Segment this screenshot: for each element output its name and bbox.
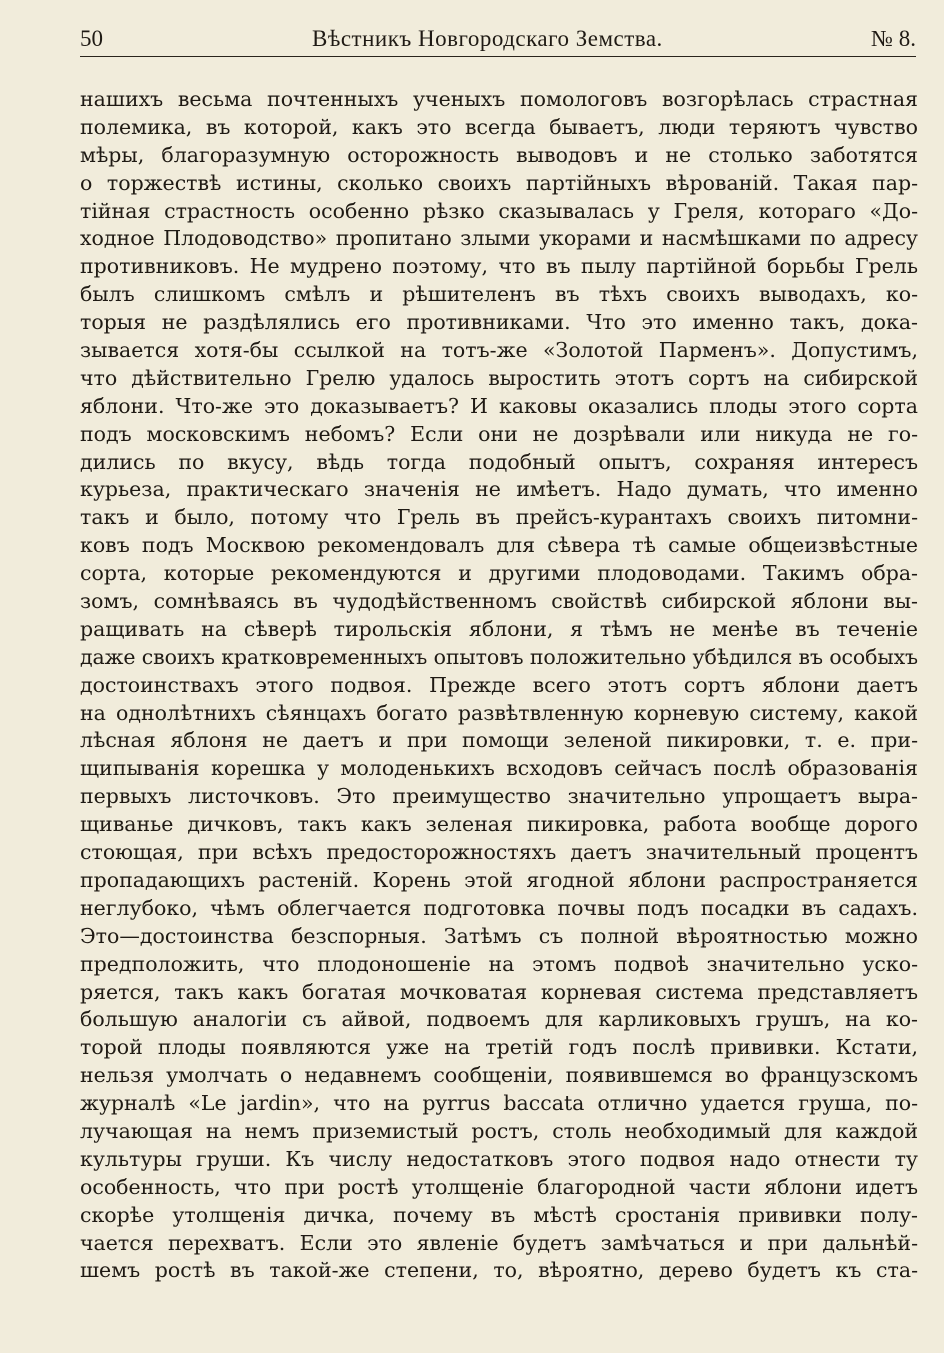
text-line: такъ и было, потому что Грель въ прейсъ-курантахъ своихъ питомни- (80, 505, 918, 530)
text-line: лучающая на немъ приземистый ростъ, столь необходимый для каждой (80, 1118, 918, 1143)
text-line: дились по вкусу, вѣдь тогда подобный опытъ, сохраняя интересъ (80, 449, 918, 474)
text-line: первыхъ листочковъ. Это преимущество значительно упрощаетъ выра- (80, 784, 918, 809)
text-line: культуры груши. Къ числу недостатковъ этого подвоя надо отнести ту (80, 1146, 918, 1171)
text-line: о торжествѣ истины, сколько своихъ партійныхъ вѣрованій. Такая пар- (80, 170, 918, 195)
text-line: щипыванія корешка у молоденькихъ всходовъ сейчасъ послѣ образованія (80, 756, 918, 781)
text-line: щиванье дичковъ, такъ какъ зеленая пикировка, работа вообще дорого (80, 812, 918, 837)
text-line: пропадающихъ растеній. Корень этой ягодной яблони распространяется (80, 867, 918, 892)
body-text (80, 86, 918, 1285)
issue-number: № 8. (871, 26, 916, 51)
text-line: ковъ подъ Москвою рекомендовалъ для сѣвера тѣ самые общеизвѣстные (80, 533, 918, 558)
text-line: противниковъ. Не мудрено поэтому, что въ пылу партійной борьбы Грель (80, 254, 918, 279)
text-line: полемика, въ которой, какъ это всегда бываетъ, люди теряютъ чувство (80, 114, 918, 139)
text-line: Это—достоинства безспорныя. Затѣмъ съ полной вѣроятностью можно (80, 923, 918, 948)
text-line: ряется, такъ какъ богатая мочковатая корневая система представляетъ (80, 979, 918, 1004)
text-line: ращивать на сѣверѣ тирольскія яблони, я тѣмъ не менѣе въ теченіе (80, 616, 918, 641)
text-line: мѣры, благоразумную осторожность выводовъ и не столько заботятся (80, 142, 918, 167)
text-line: неглубоко, чѣмъ облегчается подготовка почвы подъ посадки въ садахъ. (80, 895, 918, 920)
text-line: сорта, которые рекомендуются и другими плодоводами. Такимъ обра- (80, 561, 918, 586)
text-line: особенность, что при ростѣ утолщеніе благородной части яблони идетъ (80, 1174, 918, 1199)
text-line: шемъ ростѣ въ такой-же степени, то, вѣроятно, дерево будетъ къ ста- (80, 1258, 918, 1283)
text-line: ходное Плодоводство» пропитано злыми укорами и насмѣшками по адресу (80, 226, 918, 251)
text-line: достоинствахъ этого подвоя. Прежде всего этотъ сортъ яблони даетъ (80, 672, 918, 697)
text-line: зывается хотя-бы ссылкой на тотъ-же «Золотой Парменъ». Допустимъ, (80, 338, 918, 363)
text-line: нашихъ весьма почтенныхъ ученыхъ помологовъ возгорѣлась страстная (80, 87, 918, 111)
text-line: большую аналогіи съ айвой, подвоемъ для карликовыхъ грушъ, на ко- (80, 1007, 918, 1032)
text-line: тійная страстность особенно рѣзко сказывалась у Греля, котораго «До- (80, 198, 918, 223)
text-line: стоющая, при всѣхъ предосторожностяхъ даетъ значительный процентъ (80, 840, 918, 865)
text-line: лѣсная яблоня не даетъ и при помощи зеленой пикировки, т. е. при- (80, 728, 918, 753)
text-line: зомъ, сомнѣваясь въ чудодѣйственномъ свойствѣ сибирской яблони вы- (80, 589, 918, 614)
text-line: торыя не раздѣлялись его противниками. Что это именно такъ, дока- (80, 310, 918, 335)
journal-title: Вѣстникъ Новгородскаго Земства. (312, 26, 663, 51)
text-line: предположить, что плодоношеніе на этомъ подвоѣ значительно уско- (80, 951, 918, 976)
text-line: былъ слишкомъ смѣлъ и рѣшителенъ въ тѣхъ своихъ выводахъ, ко- (80, 282, 918, 307)
text-line: что дѣйствительно Грелю удалось выростить этотъ сортъ на сибирской (80, 365, 918, 390)
text-line: на однолѣтнихъ сѣянцахъ богато развѣтвленную корневую систему, какой (80, 700, 918, 725)
text-line: курьеза, практическаго значенія не имѣетъ. Надо думать, что именно (80, 477, 918, 502)
text-line: подъ московскимъ небомъ? Если они не дозрѣвали или никуда не го- (80, 421, 918, 446)
text-line: яблони. Что-же это доказываетъ? И каковы оказались плоды этого сорта (80, 393, 918, 418)
running-header (80, 22, 916, 57)
text-line: журналѣ «Le jardin», что на pyrrus baccata отлично удается груша, по- (80, 1091, 918, 1116)
text-line: нельзя умолчать о недавнемъ сообщеніи, появившемся во французскомъ (80, 1063, 918, 1088)
text-line: скорѣе утолщенія дичка, почему въ мѣстѣ сростанія прививки полу- (80, 1202, 918, 1227)
text-line: чается перехватъ. Если это явленіе будетъ замѣчаться и при дальнѣй- (80, 1230, 918, 1255)
text-line: торой плоды появляются уже на третій годъ послѣ прививки. Кстати, (80, 1035, 918, 1060)
page-number: 50 (80, 26, 103, 51)
text-line: даже своихъ кратковременныхъ опытовъ положительно убѣдился въ особыхъ (80, 644, 918, 669)
